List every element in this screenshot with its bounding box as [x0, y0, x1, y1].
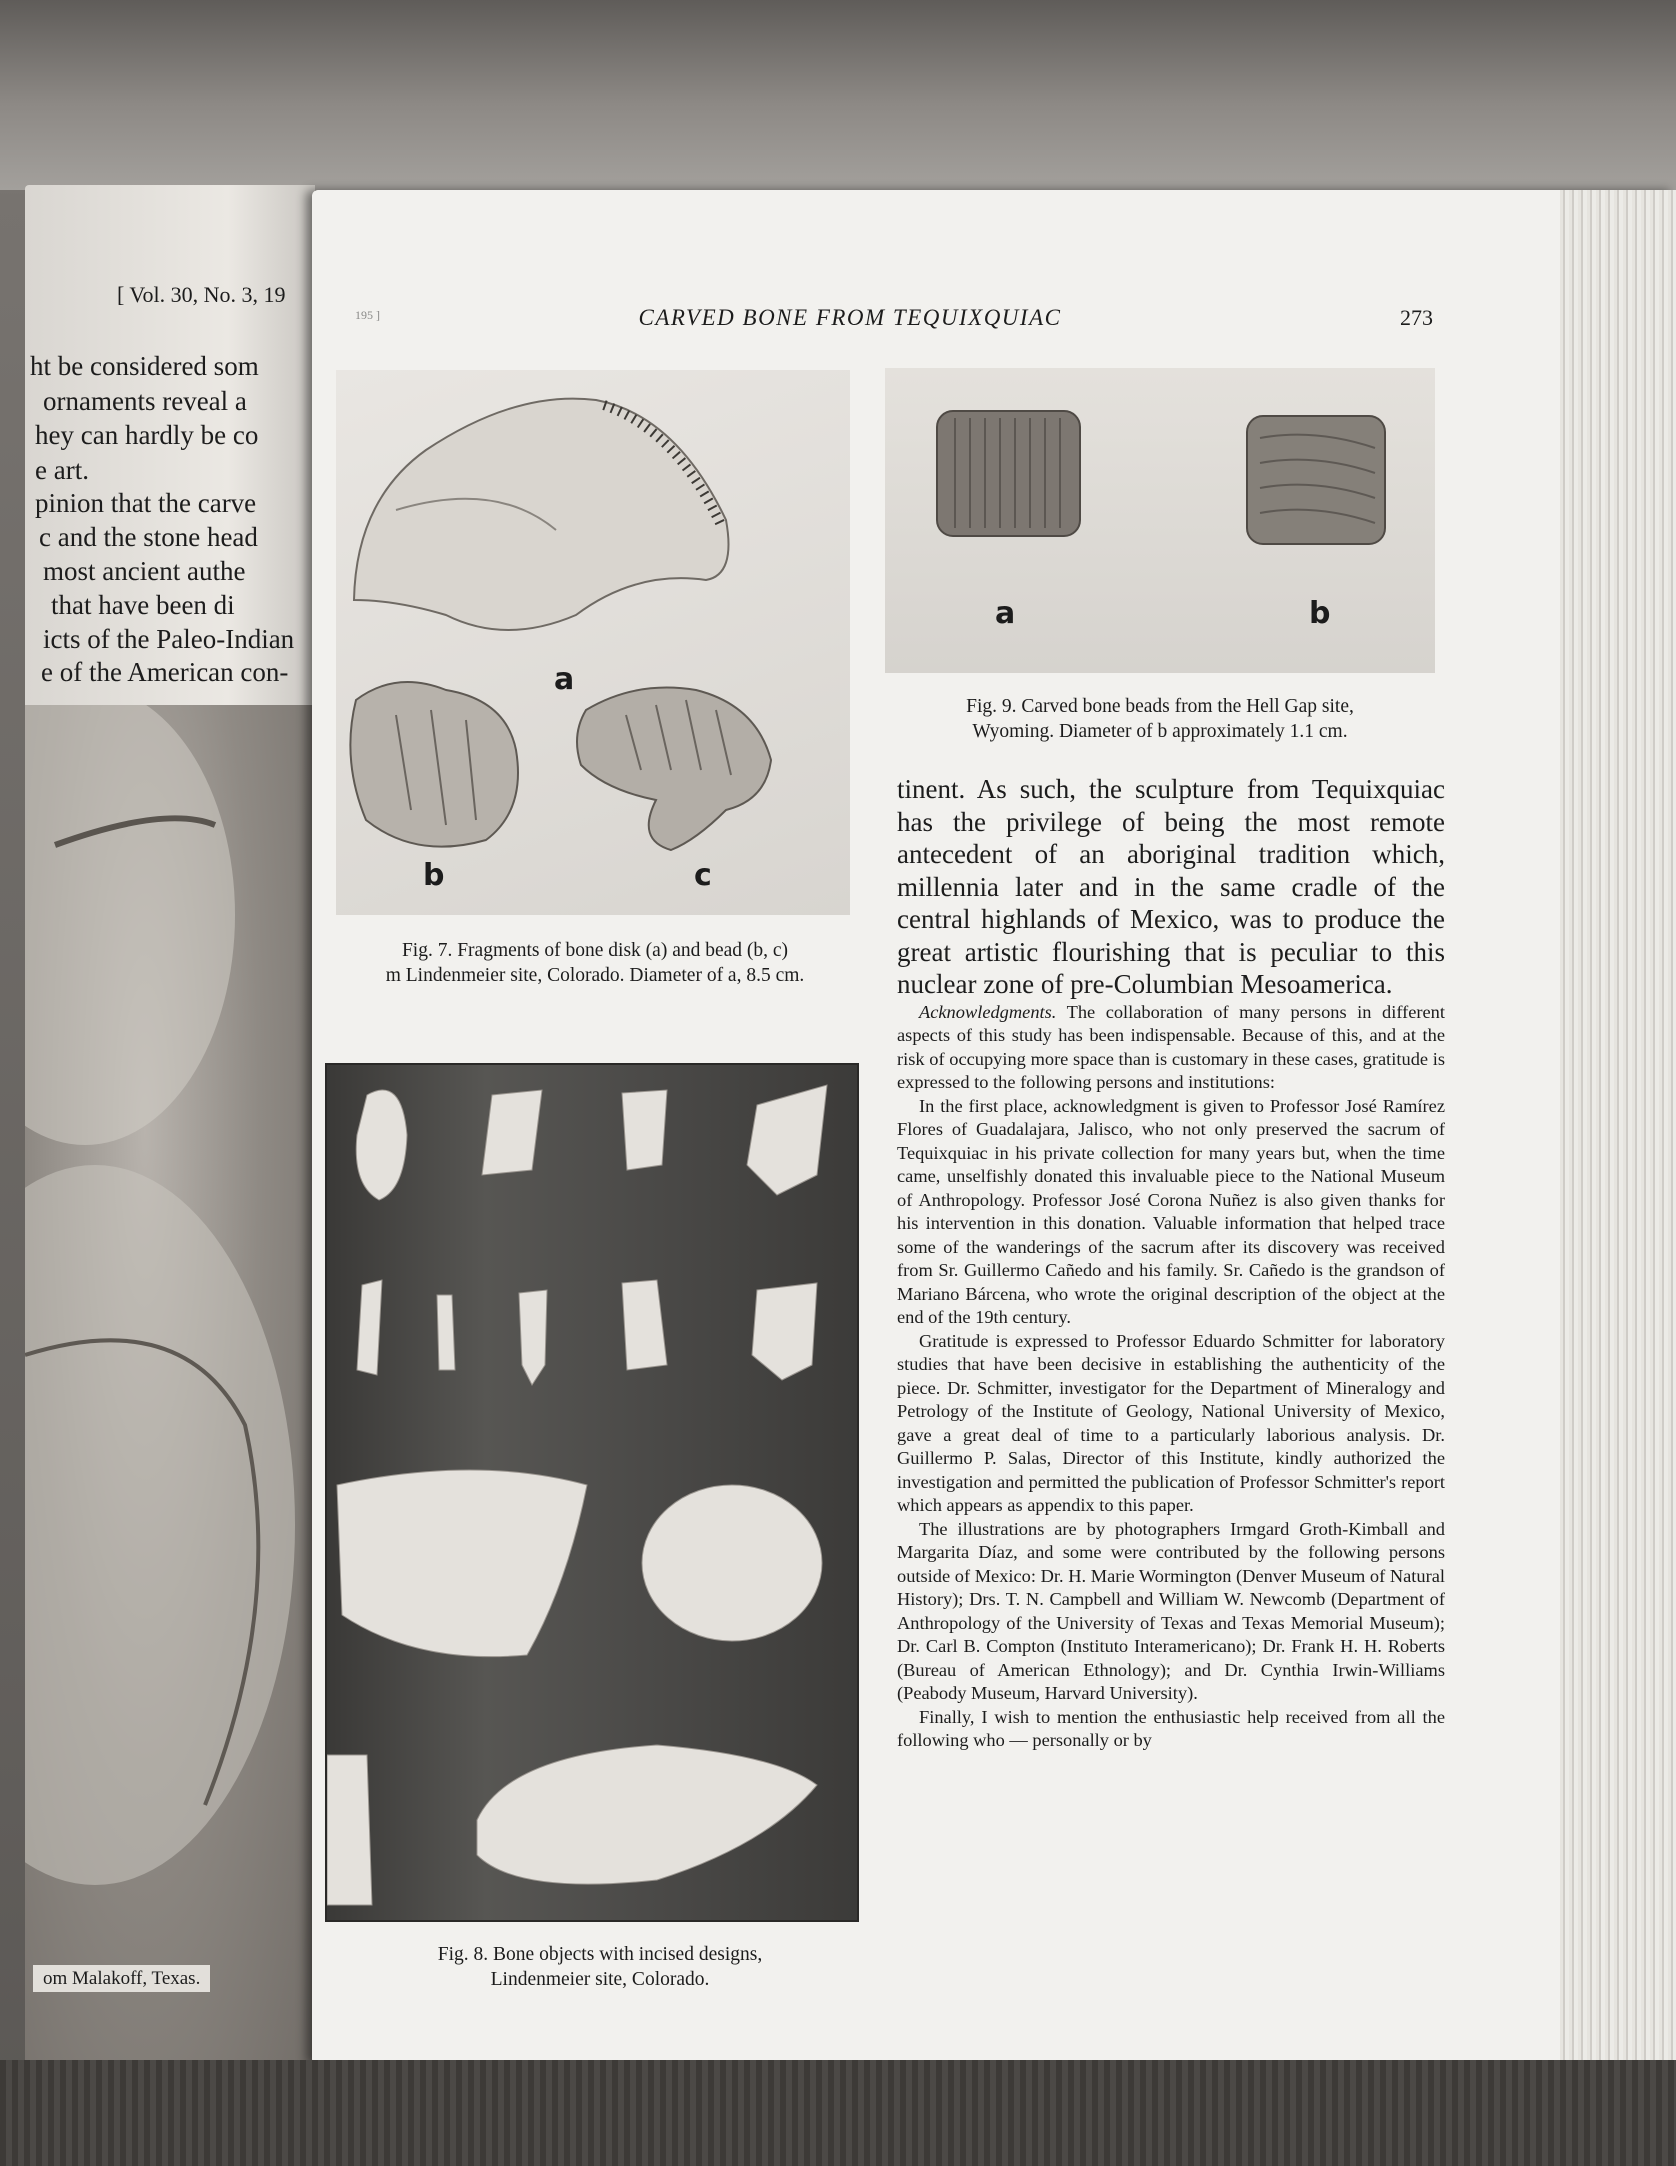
figure-9-label-a: a — [995, 596, 1016, 631]
body-paragraph: Gratitude is expressed to Professor Eduardo Schmitter for laboratory studies that have been decisive in establishing the authenticity of the piece. Dr. Schmitter, investigator for the Department of Mineralogy and Petrology of the Institute of Geology, National University of Mexico, gave a great deal of time to a particularly laborious analysis. Dr. Guillermo P. Salas, Director of this Institute, kindly authorized the investigation and permitted the publication of Professor Schmitter's report which appears as appendix to this paper. — [897, 1330, 1445, 1515]
incised-bone-objects-artwork — [327, 1065, 857, 1920]
figure-8-caption-line: Lindenmeier site, Colorado. — [490, 1969, 710, 1990]
body-text-column — [897, 773, 1445, 1753]
figure-7-caption-line: Fig. 7. Fragments of bone disk (a) and bead (b, c) — [401, 940, 789, 961]
left-page-line: c and the stone head — [39, 522, 258, 552]
left-page-line: icts of the Paleo-Indian — [43, 624, 295, 654]
figure-7-label-b: b — [423, 858, 445, 893]
left-page-line: ht be considered som — [30, 351, 259, 381]
figure-9-photo — [885, 368, 1435, 673]
left-page-header: [ Vol. 30, No. 3, 19 — [117, 282, 286, 307]
acknowledgments-heading: Acknowledgments. — [919, 1001, 1057, 1022]
figure-9-caption — [885, 694, 1435, 744]
bone-beads-artwork — [885, 368, 1435, 673]
left-page-line: ornaments reveal a — [43, 386, 247, 416]
figure-8-caption-line: Fig. 8. Bone objects with incised designs, — [437, 1944, 763, 1965]
lead-paragraph: tinent. As such, the sculpture from Tequixquiac has the privilege of being the most remote antecedent of an aboriginal tradition which, millennia later and in the same cradle of the central highlands of Mexico, was to produce the great artistic flourishing that is peculiar to this nuclear zone of pre-Columbian Mesoamerica. — [897, 774, 1445, 999]
page-stack-edge — [1560, 190, 1676, 2065]
figure-7-label-c: c — [694, 858, 712, 893]
figure-9-caption-line: Wyoming. Diameter of b approximately 1.1 cm. — [972, 721, 1348, 742]
left-page-line: hey can hardly be co — [35, 420, 259, 450]
figure-7-photo — [336, 370, 850, 915]
scan-top-shadow — [0, 0, 1676, 190]
figure-9-label-b: b — [1309, 596, 1331, 631]
acknowledgments-intro: The collaboration of many persons in different aspects of this study has been indispensable. Because of this, and at the risk of occupying more space than is customary in these cases, gratitude is expressed to the following persons and institutions: — [897, 1001, 1445, 1092]
left-page-photo — [25, 705, 315, 2095]
left-page-line: most ancient authe — [43, 556, 246, 586]
acknowledgments-paragraph — [897, 1001, 1445, 1095]
body-paragraph: In the first place, acknowledgment is given to Professor José Ramírez Flores of Guadalajara, Jalisco, who not only preserved the sacrum of Tequixquiac in his private collection for many years but, when the time came, unselfishly donated this invaluable piece to the National Museum of Anthropology. Professor José Corona Nuñez is also given thanks for his intervention in this donation. Valuable information that helped trace some of the wanderings of the sacrum after its discovery was received from Sr. Guillermo Cañedo and his family. Sr. Cañedo is the grandson of Mariano Bárcena, who wrote the original description of the object at the end of the 19th century. — [897, 1095, 1445, 1327]
left-page-line: e of the American con- — [41, 657, 289, 687]
page-number: 273 — [1400, 305, 1433, 330]
left-page-line: that have been di — [51, 590, 235, 620]
figure-7-label-a: a — [554, 662, 575, 697]
running-header-fragment: 195 ] — [355, 308, 380, 322]
left-page-artifact-photo — [25, 705, 315, 2095]
figure-7-caption — [330, 938, 860, 988]
left-page-line: pinion that the carve — [35, 488, 257, 518]
figure-9-caption-line: Fig. 9. Carved bone beads from the Hell Gap site, — [966, 696, 1354, 717]
running-header-title: CARVED BONE FROM TEQUIXQUIAC — [638, 305, 1062, 330]
body-paragraph: The illustrations are by photographers Irmgard Groth-Kimball and Margarita Díaz, and some were contributed by the following persons outside of Mexico: Dr. H. Marie Wormington (Denver Museum of Natural History); Drs. T. N. Campbell and William W. Newcomb (Department of Anthropology of the University of Texas and Texas Memorial Museum); Dr. Carl B. Compton (Instituto Interamericano); Dr. Frank H. H. Roberts (Bureau of American Ethnology); and Dr. Cynthia Irwin-Williams (Peabody Museum, Harvard University). — [897, 1518, 1445, 1703]
bone-fragment-artwork — [336, 370, 850, 915]
figure-8-photo — [325, 1063, 859, 1922]
left-facing-page — [25, 185, 315, 2095]
body-paragraph: Finally, I wish to mention the enthusiastic help received from all the following who — personally or by — [897, 1706, 1445, 1750]
figure-7-caption-line: m Lindenmeier site, Colorado. Diameter of a, 8.5 cm. — [385, 965, 805, 986]
left-page-caption: om Malakoff, Texas. — [33, 1965, 210, 1992]
figure-8-caption — [360, 1942, 840, 1992]
scan-bottom-edge — [0, 2060, 1676, 2166]
left-page-line: e art. — [35, 455, 89, 485]
